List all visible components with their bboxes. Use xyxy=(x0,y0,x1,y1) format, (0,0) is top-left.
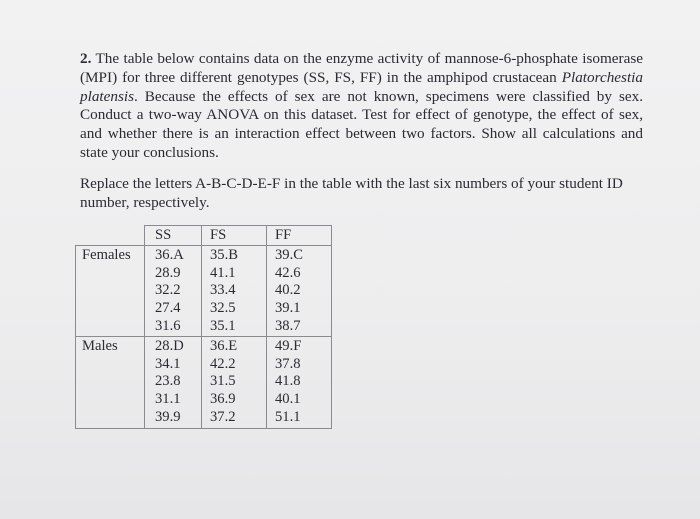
table-cell-fs: 42.2 xyxy=(202,356,267,374)
column-header-ss: SS xyxy=(145,226,202,246)
group-label-spacer xyxy=(76,409,145,428)
table-cell-ff: 40.1 xyxy=(267,391,332,409)
table-cell-ss: 31.1 xyxy=(145,391,202,409)
table-cell-ss: 34.1 xyxy=(145,356,202,374)
table-row xyxy=(76,373,332,391)
table-cell-ss: 28.9 xyxy=(145,265,202,283)
table-cell-ff: 38.7 xyxy=(267,318,332,336)
table-row xyxy=(76,318,332,336)
enzyme-activity-table xyxy=(75,225,332,429)
table-cell-ff: 42.6 xyxy=(267,265,332,283)
column-header-fs: FS xyxy=(202,226,267,246)
table-cell-ff: 49.F xyxy=(267,336,332,355)
group-label: Males xyxy=(76,336,145,355)
table-cell-ss: 27.4 xyxy=(145,300,202,318)
problem-text-part1: The table below contains data on the enzyme activity of mannose-6-phosphate isomerase (MPI) for three different genotypes (SS, FS, FF) in the amphipod crustacean xyxy=(80,50,643,86)
table-cell-fs: 35.B xyxy=(202,245,267,264)
table-row xyxy=(76,300,332,318)
table-row xyxy=(76,245,332,264)
table-cell-fs: 32.5 xyxy=(202,300,267,318)
table-row xyxy=(76,391,332,409)
problem-text-part2: . Because the effects of sex are not known, specimens were classified by sex. Conduct a two-way ANOVA on this dataset. Test for effect of genotype, the effect of sex, and whether there is an interaction effect between two factors. Show all calculations and state your conclusions. xyxy=(80,87,643,161)
table-cell-ff: 37.8 xyxy=(267,356,332,374)
table-cell-ff: 39.C xyxy=(267,245,332,264)
group-label-spacer xyxy=(76,391,145,409)
table-cell-ss: 36.A xyxy=(145,245,202,264)
group-label-spacer xyxy=(76,300,145,318)
table-cell-ss: 31.6 xyxy=(145,318,202,336)
table-cell-fs: 37.2 xyxy=(202,409,267,428)
table-cell-fs: 35.1 xyxy=(202,318,267,336)
table-cell-ss: 32.2 xyxy=(145,282,202,300)
group-label: Females xyxy=(76,245,145,264)
table-cell-ss: 39.9 xyxy=(145,409,202,428)
column-header-ff: FF xyxy=(267,226,332,246)
group-label-spacer xyxy=(76,373,145,391)
table-cell-fs: 36.9 xyxy=(202,391,267,409)
table-row xyxy=(76,409,332,428)
group-label-spacer xyxy=(76,282,145,300)
group-label-spacer xyxy=(76,356,145,374)
header-corner xyxy=(76,226,145,246)
table-cell-fs: 36.E xyxy=(202,336,267,355)
problem-statement xyxy=(80,50,643,163)
instruction-text: Replace the letters A-B-C-D-E-F in the table with the last six numbers of your student ID number, respectively. xyxy=(80,175,623,211)
table-cell-ss: 28.D xyxy=(145,336,202,355)
table-cell-ff: 51.1 xyxy=(267,409,332,428)
table-cell-ff: 39.1 xyxy=(267,300,332,318)
table-row xyxy=(76,282,332,300)
problem-number: 2. xyxy=(80,50,92,67)
table-cell-ff: 41.8 xyxy=(267,373,332,391)
group-label-spacer xyxy=(76,265,145,283)
table-row xyxy=(76,336,332,355)
species-name: Platorchestia platensis xyxy=(80,68,643,105)
table-header-row xyxy=(76,226,332,246)
table-cell-ss: 23.8 xyxy=(145,373,202,391)
table-body xyxy=(76,226,332,429)
table-cell-fs: 33.4 xyxy=(202,282,267,300)
group-label-spacer xyxy=(76,318,145,336)
table-row xyxy=(76,356,332,374)
table-cell-fs: 41.1 xyxy=(202,265,267,283)
table-row xyxy=(76,265,332,283)
table-cell-fs: 31.5 xyxy=(202,373,267,391)
table-cell-ff: 40.2 xyxy=(267,282,332,300)
